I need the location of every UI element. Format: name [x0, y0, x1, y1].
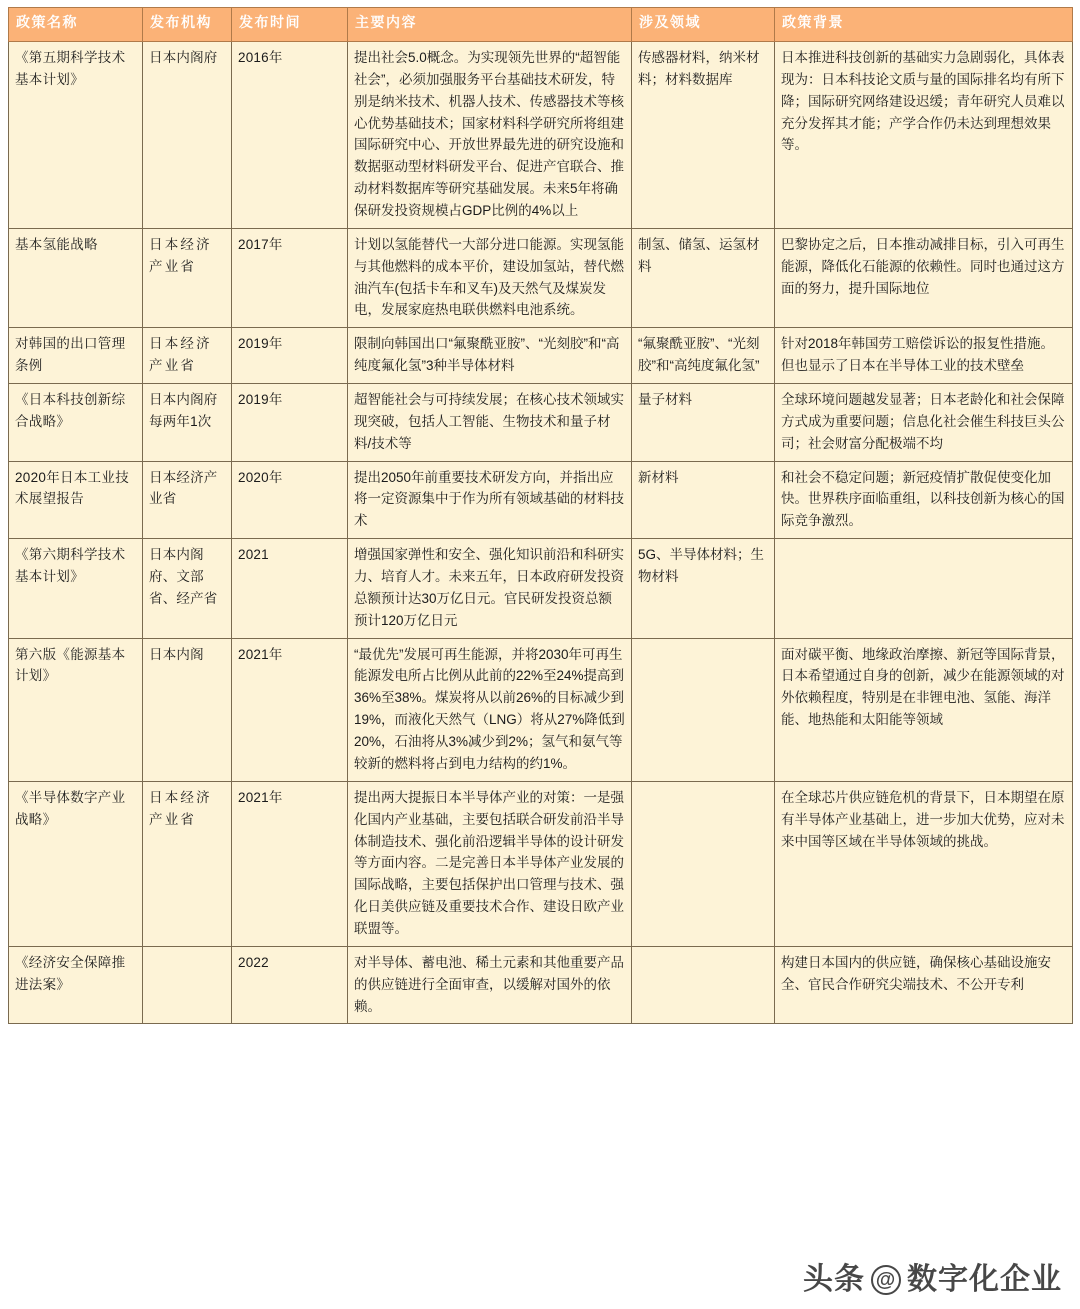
- table-row: [9, 539, 1073, 638]
- watermark-brand: 头条: [803, 1263, 865, 1296]
- cell-policy-background: 面对碳平衡、地缘政治摩擦、新冠等国际背景，日本希望通过自身的创新，减少在能源领域的对外依赖程度，特别是在非锂电池、氢能、海洋能、地热能和太阳能等领域: [775, 638, 1073, 781]
- cell-fields-involved: [632, 781, 775, 946]
- cell-issuing-agency: 日本经济产业省: [143, 228, 232, 327]
- watermark: [803, 1265, 1062, 1295]
- cell-policy-name: 《第六期科学技术基本计划》: [9, 539, 143, 638]
- cell-policy-name: 对韩国的出口管理条例: [9, 328, 143, 384]
- cell-release-time: 2019年: [232, 384, 348, 462]
- cell-policy-background: 针对2018年韩国劳工赔偿诉讼的报复性措施。但也显示了日本在半导体工业的技术壁垒: [775, 328, 1073, 384]
- cell-main-content: 限制向韩国出口“氟聚酰亚胺”、“光刻胶”和“高纯度氟化氢”3种半导体材料: [348, 328, 632, 384]
- table-row: [9, 781, 1073, 946]
- table-row: [9, 638, 1073, 781]
- column-header-fields-involved: 涉及领域: [632, 8, 775, 42]
- cell-main-content: “最优先”发展可再生能源，并将2030年可再生能源发电所占比例从此前的22%至24%提高到36%至38%。煤炭将从以前26%的目标减少到19%，而液化天然气（LNG）将从27%降低到20%，石油将从3%减少到2%；氢气和氨气等较新的燃料将占到电力结构的约1%。: [348, 638, 632, 781]
- cell-policy-background: 在全球芯片供应链危机的背景下，日本期望在原有半导体产业基础上，进一步加大优势，应对未来中国等区域在半导体领域的挑战。: [775, 781, 1073, 946]
- cell-fields-involved: 制氢、储氢、运氢材料: [632, 228, 775, 327]
- cell-policy-background: 构建日本国内的供应链，确保核心基础设施安全、官民合作研究尖端技术、不公开专利: [775, 946, 1073, 1024]
- table-row: [9, 328, 1073, 384]
- cell-policy-background: [775, 539, 1073, 638]
- cell-fields-involved: 传感器材料，纳米材料；材料数据库: [632, 42, 775, 229]
- cell-policy-name: 《日本科技创新综合战略》: [9, 384, 143, 462]
- table-row: [9, 946, 1073, 1024]
- cell-policy-background: 日本推进科技创新的基础实力急剧弱化，具体表现为：日本科技论文质与量的国际排名均有所下降；国际研究网络建设迟缓；青年研究人员难以充分发挥其才能；产学合作仍未达到理想效果等。: [775, 42, 1073, 229]
- cell-issuing-agency: 日本经济产业省: [143, 461, 232, 539]
- cell-policy-background: 巴黎协定之后，日本推动减排目标，引入可再生能源，降低化石能源的依赖性。同时也通过这方面的努力，提升国际地位: [775, 228, 1073, 327]
- cell-fields-involved: [632, 638, 775, 781]
- cell-fields-involved: 新材料: [632, 461, 775, 539]
- cell-release-time: 2019年: [232, 328, 348, 384]
- cell-fields-involved: 量子材料: [632, 384, 775, 462]
- table-row: [9, 461, 1073, 539]
- cell-main-content: 计划以氢能替代一大部分进口能源。实现氢能与其他燃料的成本平价，建设加氢站，替代燃油汽车(包括卡车和叉车)及天然气及煤炭发电，发展家庭热电联供燃料电池系统。: [348, 228, 632, 327]
- cell-issuing-agency: 日本内阁府: [143, 42, 232, 229]
- column-header-main-content: 主要内容: [348, 8, 632, 42]
- cell-release-time: 2020年: [232, 461, 348, 539]
- cell-policy-name: 第六版《能源基本计划》: [9, 638, 143, 781]
- column-header-policy-name: 政策名称: [9, 8, 143, 42]
- cell-release-time: 2021: [232, 539, 348, 638]
- cell-main-content: 提出社会5.0概念。为实现领先世界的“超智能社会”，必须加强服务平台基础技术研发，特别是纳米技术、机器人技术、传感器技术等核心优势基础技术；国家材料科学研究所将组建国际研究中心、开放世界最先进的研究设施和数据驱动型材料研发平台、促进产官联合、推动材料数据库等研究基础发展。未来5年将确保研发投资规模占GDP比例的4%以上: [348, 42, 632, 229]
- column-header-issuing-agency: 发布机构: [143, 8, 232, 42]
- cell-main-content: 对半导体、蓄电池、稀土元素和其他重要产品的供应链进行全面审查，以缓解对国外的依赖。: [348, 946, 632, 1024]
- table-header: [9, 8, 1073, 42]
- cell-fields-involved: [632, 946, 775, 1024]
- cell-issuing-agency: 日本内阁府每两年1次: [143, 384, 232, 462]
- cell-release-time: 2016年: [232, 42, 348, 229]
- cell-issuing-agency: 日本经济产业省: [143, 781, 232, 946]
- cell-policy-name: 《半导体数字产业战略》: [9, 781, 143, 946]
- table-row: [9, 384, 1073, 462]
- column-header-release-time: 发布时间: [232, 8, 348, 42]
- cell-main-content: 提出2050年前重要技术研发方向，并指出应将一定资源集中于作为所有领域基础的材料技术: [348, 461, 632, 539]
- cell-issuing-agency: 日本内阁府、文部省、经产省: [143, 539, 232, 638]
- cell-release-time: 2021年: [232, 638, 348, 781]
- cell-release-time: 2022: [232, 946, 348, 1024]
- watermark-account: 数字化企业: [907, 1263, 1062, 1296]
- cell-issuing-agency: 日本经济产业省: [143, 328, 232, 384]
- table-row: [9, 42, 1073, 229]
- cell-policy-name: 2020年日本工业技术展望报告: [9, 461, 143, 539]
- cell-release-time: 2017年: [232, 228, 348, 327]
- cell-fields-involved: 5G、半导体材料；生物材料: [632, 539, 775, 638]
- table-header-row: [9, 8, 1073, 42]
- cell-release-time: 2021年: [232, 781, 348, 946]
- cell-policy-name: 基本氢能战略: [9, 228, 143, 327]
- table-body: [9, 42, 1073, 1024]
- table-row: [9, 228, 1073, 327]
- cell-main-content: 提出两大提振日本半导体产业的对策：一是强化国内产业基础，主要包括联合研发前沿半导体制造技术、强化前沿逻辑半导体的设计研发等方面内容。二是完善日本半导体产业发展的国际战略，主要包括保护出口管理与技术、强化日美供应链及重要技术合作、建设日欧产业联盟等。: [348, 781, 632, 946]
- cell-fields-involved: “氟聚酰亚胺”、“光刻胶”和“高纯度氟化氢”: [632, 328, 775, 384]
- cell-policy-background: 和社会不稳定问题；新冠疫情扩散促使变化加快。世界秩序面临重组，以科技创新为核心的国际竞争激烈。: [775, 461, 1073, 539]
- cell-issuing-agency: [143, 946, 232, 1024]
- cell-policy-background: 全球环境问题越发显著；日本老龄化和社会保障方式成为重要问题；信息化社会催生科技巨头公司；社会财富分配极端不均: [775, 384, 1073, 462]
- column-header-policy-background: 政策背景: [775, 8, 1073, 42]
- cell-issuing-agency: 日本内阁: [143, 638, 232, 781]
- cell-policy-name: 《经济安全保障推进法案》: [9, 946, 143, 1024]
- cell-policy-name: 《第五期科学技术基本计划》: [9, 42, 143, 229]
- cell-main-content: 增强国家弹性和安全、强化知识前沿和科研实力、培育人才。未来五年，日本政府研发投资总额预计达30万亿日元。官民研发投资总额预计120万亿日元: [348, 539, 632, 638]
- cell-main-content: 超智能社会与可持续发展；在核心技术领域实现突破，包括人工智能、生物技术和量子材料/技术等: [348, 384, 632, 462]
- at-sign-icon: @: [871, 1265, 901, 1295]
- policy-table: [8, 7, 1073, 1024]
